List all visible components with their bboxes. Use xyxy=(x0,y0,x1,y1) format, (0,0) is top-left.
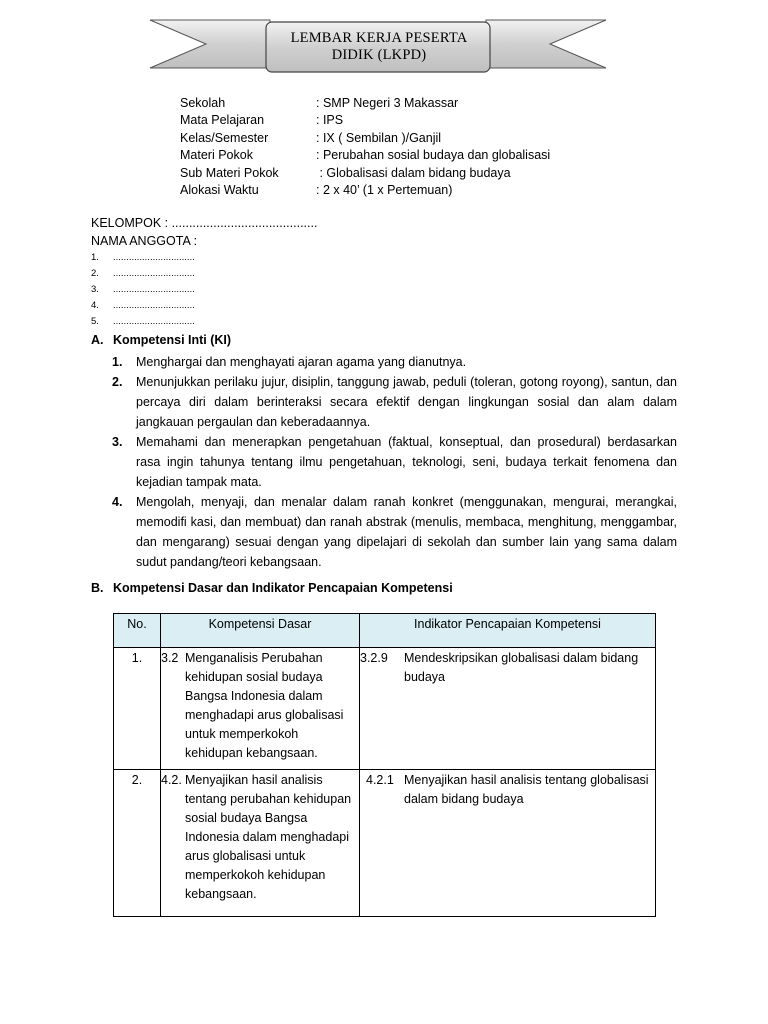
info-label: Alokasi Waktu xyxy=(180,183,259,198)
info-label: Sekolah xyxy=(180,96,226,110)
identity-block xyxy=(180,95,550,199)
member-item xyxy=(91,266,317,282)
member-blank: ............................... xyxy=(113,284,195,295)
ki-number: 3. xyxy=(112,435,123,449)
indicator-code: 4.2.1 xyxy=(366,773,394,787)
ki-text: Menghargai dan menghayati ajaran agama yang dianutnya. xyxy=(136,355,467,369)
indicator-text: Mendeskripsikan globalisasi dalam bidang budaya xyxy=(404,651,639,684)
info-value: : 2 x 40’ (1 x Pertemuan) xyxy=(316,183,453,198)
info-label: Kelas/Semester xyxy=(180,130,269,145)
ki-number: 2. xyxy=(112,375,123,389)
ki-item xyxy=(112,352,677,372)
ki-item xyxy=(112,372,677,432)
section-letter: B. xyxy=(91,581,104,595)
member-blank: ............................... xyxy=(113,300,195,311)
info-label: Mata Pelajaran xyxy=(180,113,265,128)
info-row xyxy=(180,130,550,147)
member-item xyxy=(91,282,317,298)
group-block xyxy=(91,214,317,330)
indicator-code: 3.2.9 xyxy=(360,651,388,665)
info-row xyxy=(180,165,550,182)
indicator-cell xyxy=(360,770,656,917)
ki-text: Memahami dan menerapkan pengetahuan (faktual, konseptual, dan prosedural) berdasarkan rasa ingin tahunya tentang ilmu pengetahuan, teknologi, seni, budaya terkait fenomena dan kejadian tampak mata. xyxy=(136,435,677,489)
kd-cell xyxy=(161,770,360,917)
info-value: : Perubahan sosial budaya dan globalisasi xyxy=(316,148,551,163)
info-row xyxy=(180,147,550,164)
row-number: 2. xyxy=(114,770,161,917)
title-line-2: DIDIK (LKPD) xyxy=(331,47,427,63)
member-number: 3. xyxy=(91,284,99,295)
section-b-heading xyxy=(91,581,453,595)
column-header-indicator: Indikator Pencapaian Kompetensi xyxy=(360,614,656,648)
member-number: 1. xyxy=(91,252,99,263)
kd-item xyxy=(161,648,359,763)
title-banner xyxy=(148,16,608,78)
nama-anggota-label: NAMA ANGGOTA : xyxy=(91,234,198,248)
info-value: : IPS xyxy=(316,113,344,128)
kd-code: 3.2 xyxy=(161,651,179,665)
ki-item xyxy=(112,432,677,492)
member-number: 4. xyxy=(91,300,99,311)
section-letter: A. xyxy=(91,333,104,347)
indicator-item xyxy=(360,770,655,809)
ki-number: 4. xyxy=(112,495,123,509)
member-blank: ............................... xyxy=(113,252,195,263)
table-row xyxy=(114,648,656,770)
section-a-heading xyxy=(91,333,231,347)
title-line-1: LEMBAR KERJA PESERTA xyxy=(290,30,468,46)
info-label: Sub Materi Pokok xyxy=(180,165,279,180)
row-number: 1. xyxy=(114,648,161,770)
kd-text: Menyajikan hasil analisis tentang perubahan kehidupan sosial budaya Bangsa Indonesia dalam menghadapi arus globalisasi untuk memperkokoh kehidupan kebangsaan. xyxy=(185,773,352,901)
table-header-row xyxy=(114,614,656,648)
ki-text: Menunjukkan perilaku jujur, disiplin, tanggung jawab, peduli (toleran, gotong royong), santun, dan percaya diri dalam berinteraksi secara efektif dengan lingkungan sosial dan alam dalam jangkauan pergaulan dan keberadaannya. xyxy=(136,375,677,429)
kd-code: 4.2. xyxy=(161,773,182,787)
kelompok-field: KELOMPOK : .......................................... xyxy=(91,216,318,230)
info-label: Materi Pokok xyxy=(180,148,253,163)
column-header-no: No. xyxy=(114,614,161,648)
ki-number: 1. xyxy=(112,355,123,369)
member-number: 5. xyxy=(91,316,99,327)
ki-item xyxy=(112,492,677,572)
member-number: 2. xyxy=(91,268,99,279)
page-title xyxy=(268,30,490,64)
info-value: : Globalisasi dalam bidang budaya xyxy=(316,165,511,180)
member-blank: ............................... xyxy=(113,268,195,279)
column-header-kd: Kompetensi Dasar xyxy=(161,614,360,648)
ki-text: Mengolah, menyaji, dan menalar dalam ranah konkret (menggunakan, mengurai, merangkai, memodifi kasi, dan membuat) dan ranah abstrak (menulis, membaca, menghitung, menggambar, dan mengarang) sesuai dengan yang dipelajari di sekolah dan sumber lain yang sama dalam sudut pandang/teori kebangsaan. xyxy=(136,495,677,569)
info-row xyxy=(180,112,550,129)
kd-cell xyxy=(161,648,360,770)
kd-item xyxy=(161,770,359,904)
indicator-text: Menyajikan hasil analisis tentang globalisasi dalam bidang budaya xyxy=(404,773,649,806)
indicator-item xyxy=(360,648,655,687)
info-value: : SMP Negeri 3 Makassar xyxy=(316,96,459,110)
section-title: Kompetensi Inti (KI) xyxy=(113,333,232,347)
member-list xyxy=(91,250,317,330)
table-row xyxy=(114,770,656,917)
kd-text: Menganalisis Perubahan kehidupan sosial budaya Bangsa Indonesia dalam menghadapi arus globalisasi untuk memperkokoh kehidupan kebangsaan. xyxy=(185,651,344,760)
member-item xyxy=(91,314,317,330)
indicator-cell xyxy=(360,648,656,770)
member-blank: ............................... xyxy=(113,316,195,327)
member-item xyxy=(91,250,317,266)
section-title: Kompetensi Dasar dan Indikator Pencapaian Kompetensi xyxy=(113,581,453,595)
info-row xyxy=(180,95,550,112)
info-value: : IX ( Sembilan )/Ganjil xyxy=(316,130,442,145)
ki-list xyxy=(112,352,677,572)
member-item xyxy=(91,298,317,314)
info-row xyxy=(180,182,550,199)
competency-table xyxy=(113,613,656,917)
